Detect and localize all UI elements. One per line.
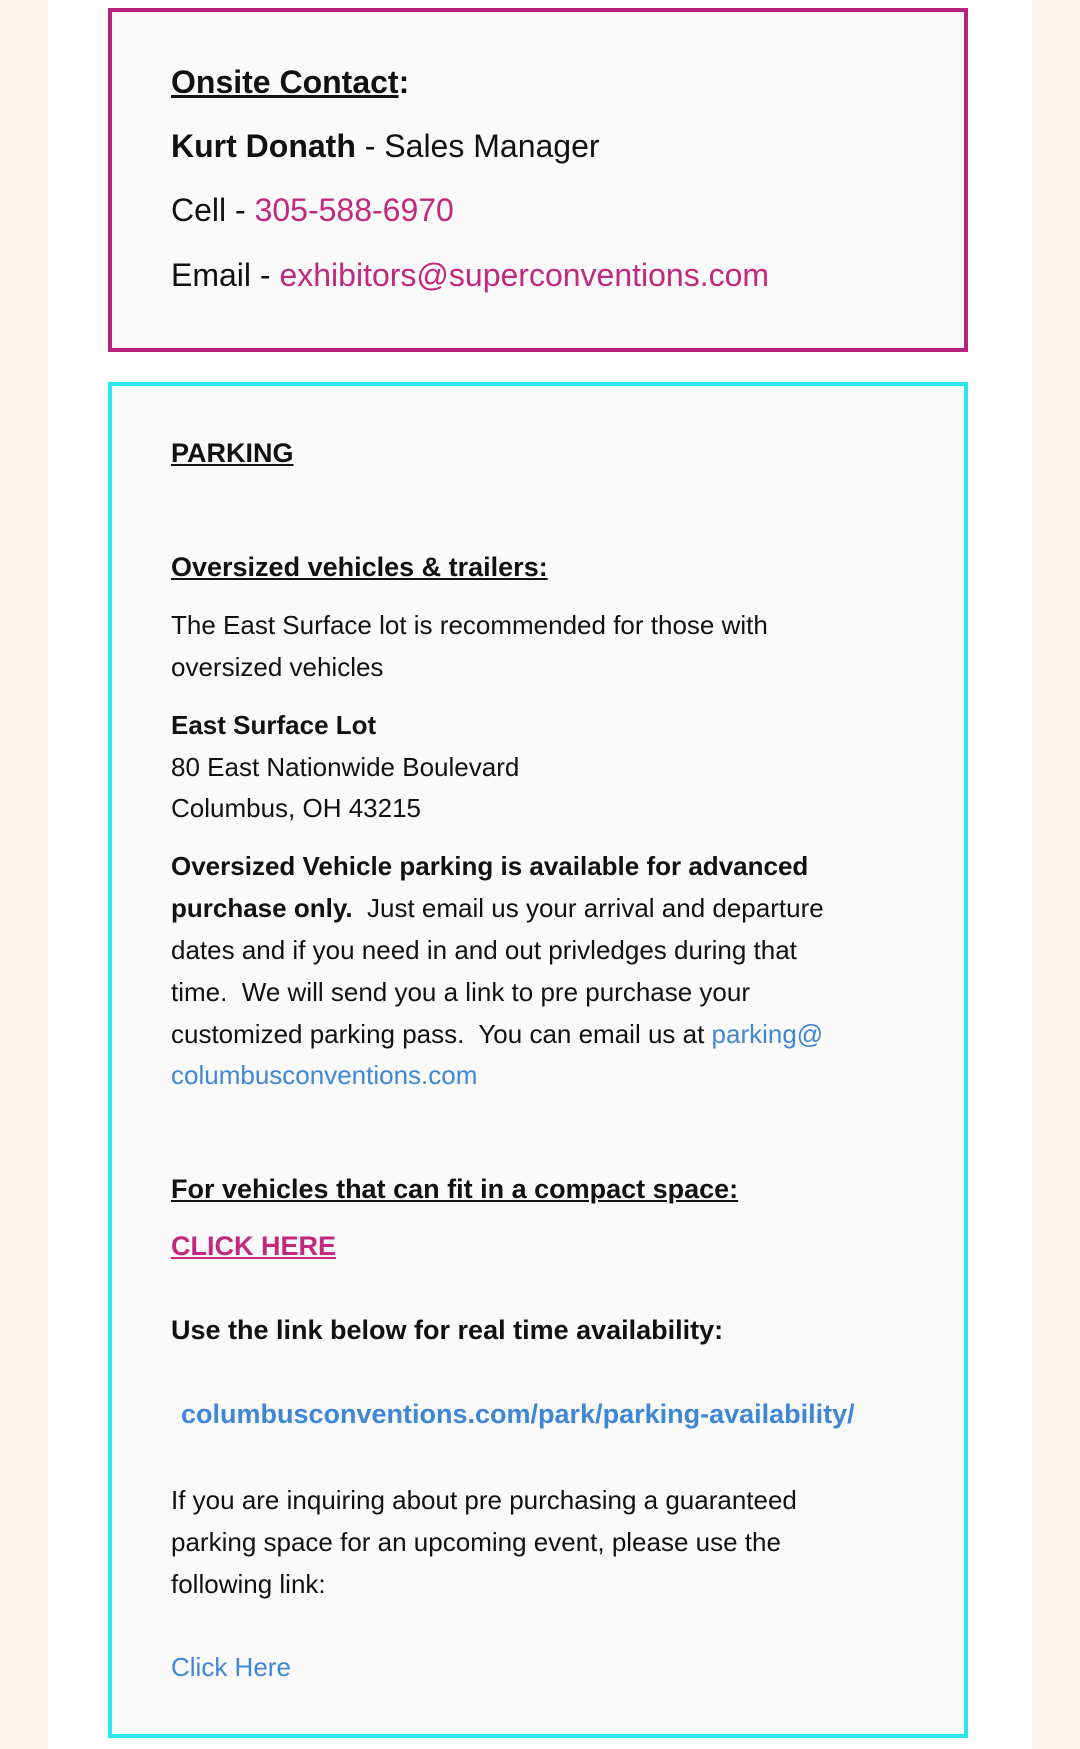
guaranteed-line2: parking space for an upcoming event, please use the: [171, 1527, 781, 1557]
guaranteed-click-here-line: [171, 1646, 291, 1688]
onsite-contact-heading: Onsite Contact:: [171, 64, 410, 100]
lot-name: East Surface Lot: [171, 710, 377, 740]
contact-name: Kurt Donath: [171, 128, 356, 164]
parking-email-link-part1[interactable]: parking@: [711, 1019, 824, 1049]
contact-name-line: Kurt Donath - Sales Manager: [171, 128, 600, 164]
contact-email-line: Email - exhibitors@superconventions.com: [171, 257, 770, 293]
contact-role: Sales Manager: [384, 128, 600, 164]
parking-email-link-part2[interactable]: columbusconventions.com: [171, 1060, 478, 1090]
cell-phone-link[interactable]: 305-588-6970: [254, 192, 454, 228]
guaranteed-click-here-link[interactable]: Click Here: [171, 1652, 291, 1682]
lot-address-line2: Columbus, OH 43215: [171, 793, 422, 823]
advance-purchase-line2: purchase only. Just email us your arrival and departure: [171, 893, 824, 923]
contact-email-link[interactable]: exhibitors@superconventions.com: [279, 257, 770, 293]
guaranteed-line1: If you are inquiring about pre purchasing a guaranteed: [171, 1485, 797, 1515]
guaranteed-line3: following link:: [171, 1569, 326, 1599]
advance-purchase-line6: [171, 1054, 477, 1096]
oversized-desc-line2: oversized vehicles: [171, 652, 384, 682]
realtime-availability-link[interactable]: columbusconventions.com/park/parking-availability/: [181, 1399, 855, 1429]
oversized-heading: Oversized vehicles & trailers:: [171, 552, 548, 582]
realtime-heading: Use the link below for real time availability:: [171, 1315, 724, 1345]
compact-click-here-link[interactable]: CLICK HERE: [171, 1231, 337, 1261]
contact-cell-line: Cell - 305-588-6970: [171, 192, 454, 228]
advance-purchase-line3: dates and if you need in and out privledges during that: [171, 935, 797, 965]
oversized-desc-line1: The East Surface lot is recommended for those with: [171, 610, 768, 640]
realtime-availability-line: [181, 1397, 855, 1431]
onsite-contact-box: [108, 8, 968, 352]
advance-purchase-bold-line1: Oversized Vehicle parking is available for advanced: [171, 851, 809, 881]
lot-address-line1: 80 East Nationwide Boulevard: [171, 752, 520, 782]
advance-purchase-line4: time. We will send you a link to pre purchase your: [171, 977, 751, 1007]
compact-click-here-line: [171, 1229, 336, 1263]
advance-purchase-line5: customized parking pass. You can email us at parking@: [171, 1019, 824, 1049]
parking-heading: PARKING: [171, 438, 294, 468]
compact-heading: For vehicles that can fit in a compact space:: [171, 1174, 739, 1204]
